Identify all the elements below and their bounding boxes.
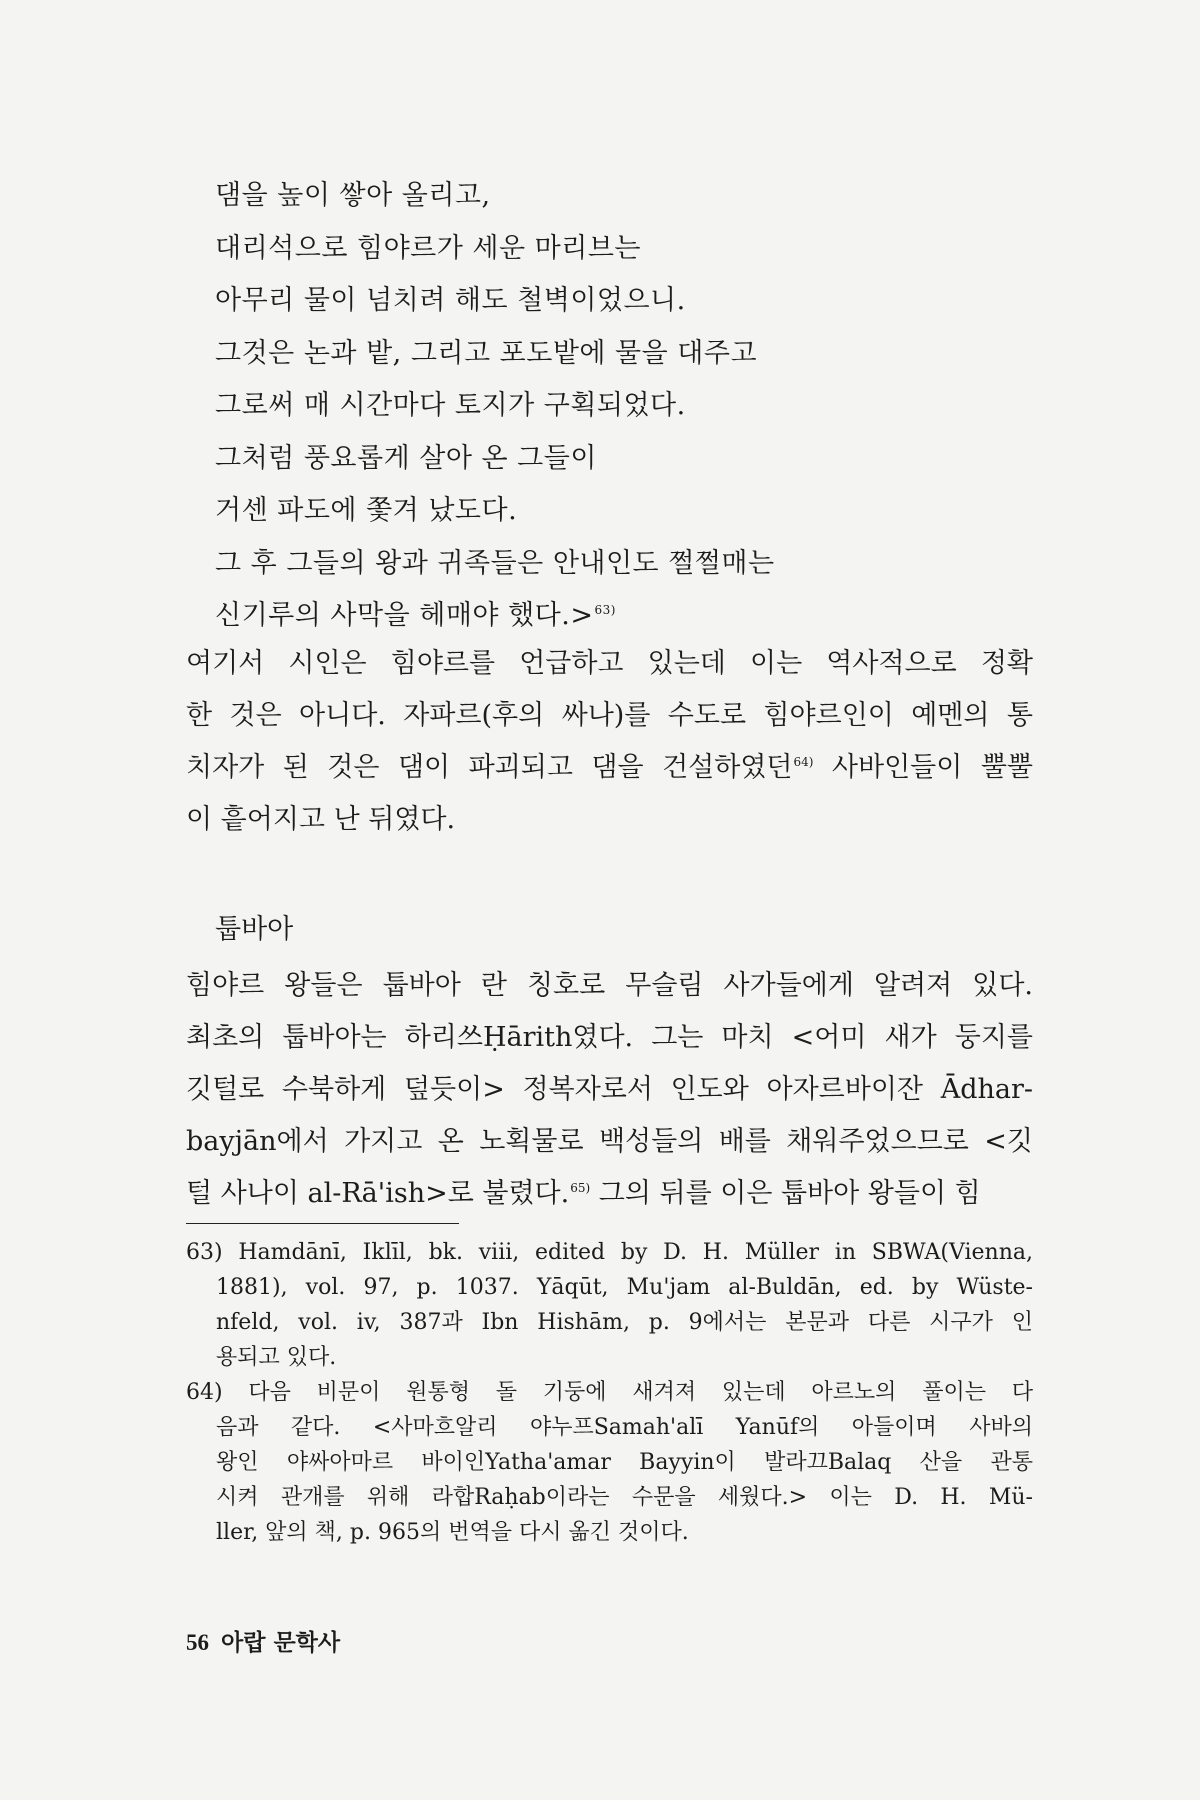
- poem-line: 그 후 그들의 왕과 귀족들은 안내인도 쩔쩔매는: [215, 547, 775, 579]
- section-heading: 툽바아: [215, 914, 294, 945]
- paragraph-line-tail: 그의 뒤를 이은 툽바아 왕들이 힘: [590, 1178, 981, 1209]
- footnote-63: [186, 1235, 1033, 1375]
- footnote-line: 용되고 있다.: [216, 1345, 337, 1370]
- paragraph-line: [186, 742, 1033, 794]
- poem-line: 댐을 높이 쌓아 올리고,: [215, 180, 491, 211]
- footnote-ref-64[interactable]: 64): [793, 755, 814, 769]
- footnote-line: ller, 앞의 책, p. 965의 번역을 다시 옮긴 것이다.: [216, 1520, 689, 1545]
- footnote-line: 63) Hamdānī, Iklīl, bk. viii, edited by D. H. Müller in SBWA(Vienna,: [186, 1240, 1033, 1265]
- paragraph-tubba: [186, 960, 1033, 1220]
- footnote-ref-65[interactable]: 65): [570, 1181, 591, 1195]
- poem-line: 그처럼 풍요롭게 살아 온 그들이: [215, 442, 597, 474]
- paragraph-line: 깃털로 수북하게 덮듯이> 정복자로서 인도와 아자르바이잔 Ādhar-: [186, 1074, 1033, 1105]
- poem-line: 아무리 물이 넘치려 해도 철벽이었으니.: [215, 285, 686, 316]
- paragraph-commentary: [186, 638, 1033, 846]
- footnotes: [186, 1235, 1033, 1550]
- paragraph-line: 최초의 툽바아는 하리쓰Ḥārith였다. 그는 마치 <어미 새가 둥지를: [186, 1022, 1033, 1053]
- book-title: 아랍 문학사: [221, 1630, 341, 1656]
- paragraph-line-tail: 사바인들이 뿔뿔: [813, 752, 1033, 783]
- poem-block: [215, 170, 1095, 643]
- footnote-line: 시켜 관개를 위해 라합Raḥab이라는 수문을 세웠다.> 이는 D. H. Mü-: [216, 1485, 1033, 1510]
- paragraph-line: [186, 1168, 1033, 1220]
- footnote-line: 64) 다음 비문이 원통형 돌 기둥에 새겨져 있는데 아르노의 풀이는 다: [186, 1380, 1033, 1405]
- footnote-line: 왕인 야싸아마르 바이인Yatha'amar Bayyin이 발라끄Balaq 산을 관통: [216, 1450, 1033, 1475]
- paragraph-line-text: 치자가 된 것은 댐이 파괴되고 댐을 건설하였던: [186, 752, 793, 783]
- poem-line-text: 신기루의 사막을 헤매야 했다.>: [215, 600, 594, 631]
- footnote-ref-63[interactable]: 63): [594, 603, 616, 617]
- footnote-line: 1881), vol. 97, p. 1037. Yāqūt, Mu'jam al-Buldān, ed. by Wüste-: [216, 1275, 1033, 1300]
- paragraph-line: 한 것은 아니다. 자파르(후의 싸나)를 수도로 힘야르인이 예멘의 통: [186, 700, 1033, 731]
- paragraph-line: bayjān에서 가지고 온 노획물로 백성들의 배를 채워주었으므로 <깃: [186, 1126, 1033, 1157]
- page-footer: [186, 1625, 340, 1661]
- poem-line: 그것은 논과 밭, 그리고 포도밭에 물을 대주고: [215, 337, 758, 369]
- footnote-line: 음과 같다. <사마흐알리 야누프Samah'alī Yanūf의 아들이며 사바의: [216, 1415, 1033, 1440]
- poem-line: 거센 파도에 쫓겨 났도다.: [215, 495, 518, 526]
- poem-line: 그로써 매 시간마다 토지가 구획되었다.: [215, 390, 686, 421]
- poem-line: 대리석으로 힘야르가 세운 마리브는: [215, 232, 641, 264]
- poem-line: [215, 590, 1095, 643]
- paragraph-line: 여기서 시인은 힘야르를 언급하고 있는데 이는 역사적으로 정확: [186, 648, 1033, 679]
- footnote-line: nfeld, vol. iv, 387과 Ibn Hishām, p. 9에서는 본문과 다른 시구가 인: [216, 1310, 1033, 1335]
- paragraph-line: 이 흩어지고 난 뒤였다.: [186, 804, 456, 835]
- page-number: 56: [186, 1630, 209, 1655]
- paragraph-line: 힘야르 왕들은 툽바아 란 칭호로 무슬림 사가들에게 알려져 있다.: [186, 970, 1033, 1001]
- paragraph-line-text: 털 사나이 al-Rā'ish>로 불렸다.: [186, 1178, 570, 1209]
- footnote-64: [186, 1375, 1033, 1550]
- footnote-divider: [186, 1223, 459, 1224]
